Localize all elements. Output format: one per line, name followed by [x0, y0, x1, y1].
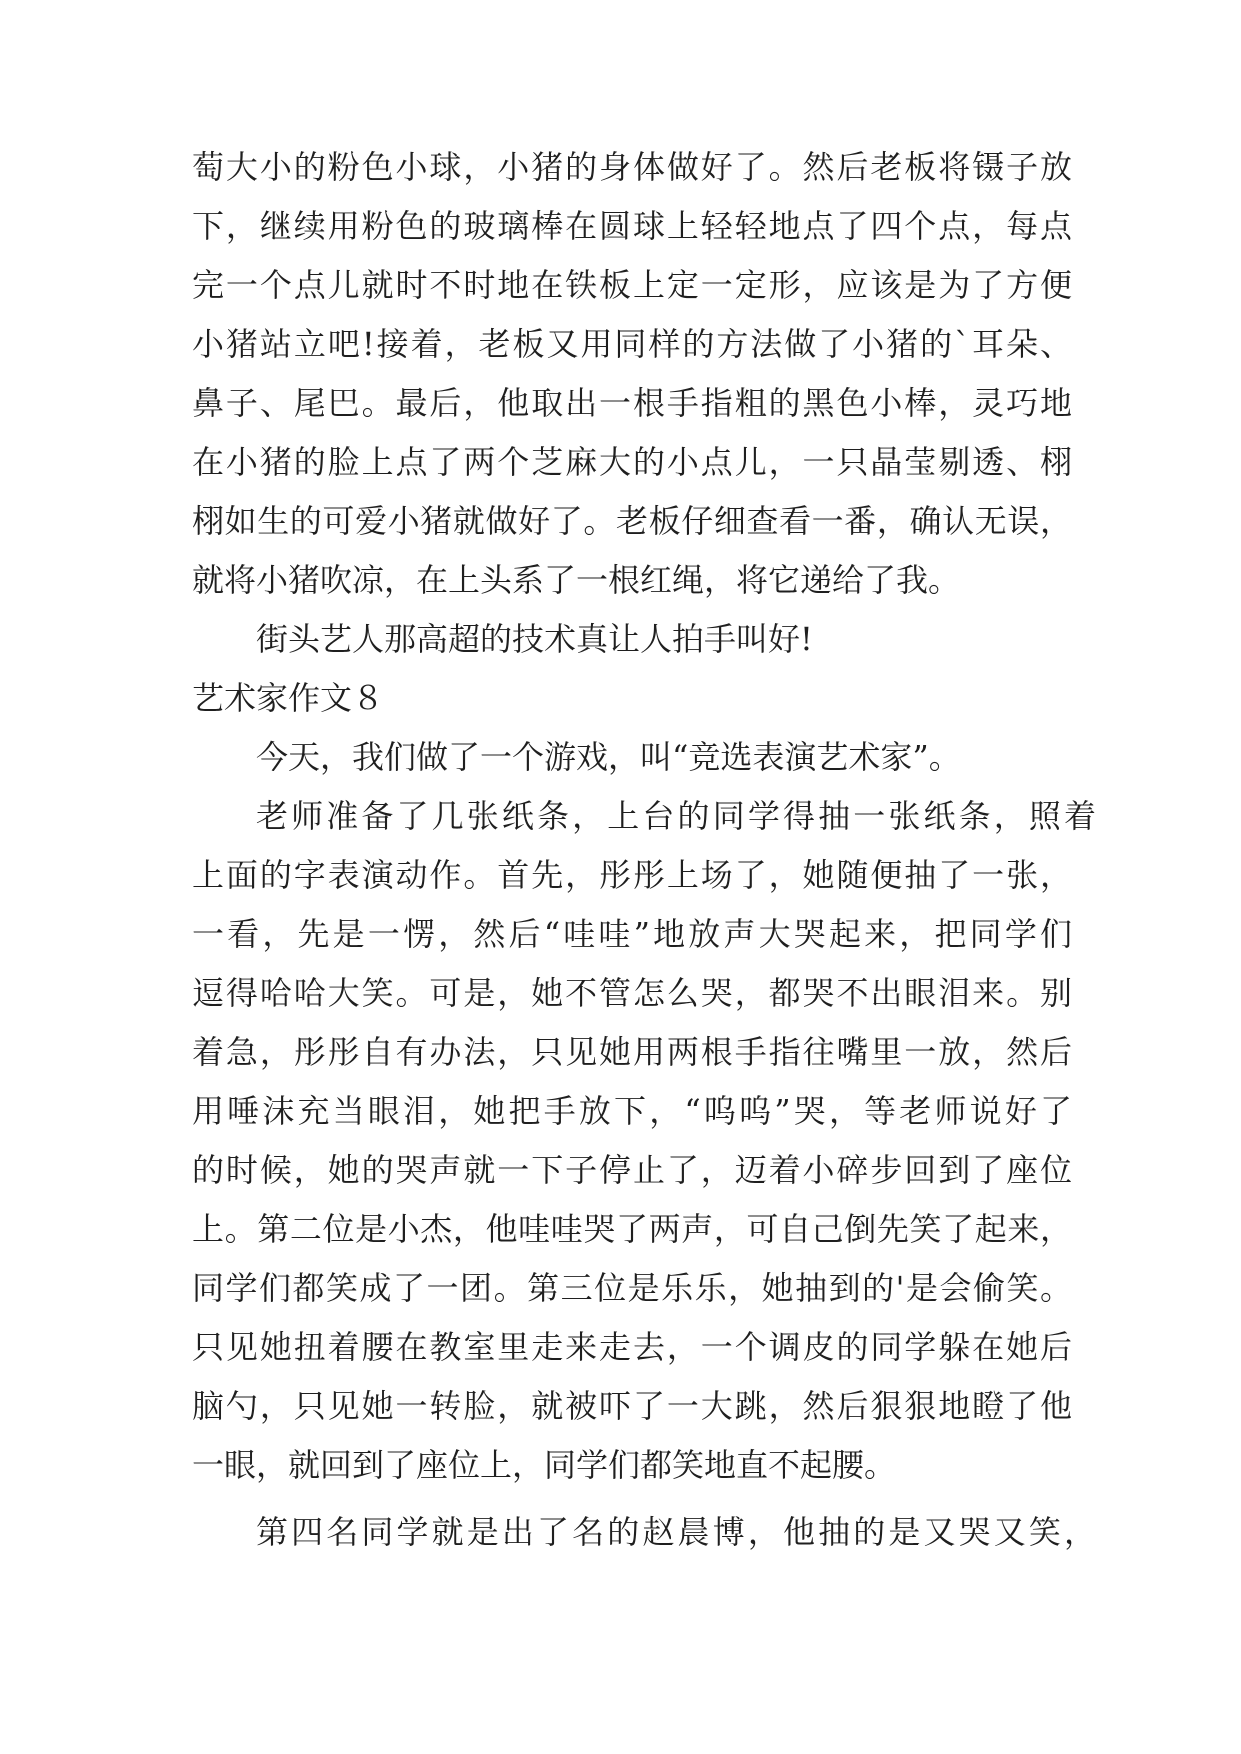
- text-line: 同学们都笑成了一团。第三位是乐乐，她抽到的'是会偷笑。: [192, 1269, 1072, 1307]
- text-line: 着急，彤彤自有办法，只见她用两根手指往嘴里一放，然后: [192, 1033, 1072, 1071]
- text-line: 一眼，就回到了座位上，同学们都笑地直不起腰。: [192, 1446, 897, 1484]
- text-line: 脑勺，只见她一转脸，就被吓了一大跳，然后狠狠地瞪了他: [192, 1387, 1072, 1425]
- text-line: 用唾沫充当眼泪，她把手放下，“呜呜”哭，等老师说好了: [192, 1092, 1072, 1130]
- text-line: 小猪站立吧!接着，老板又用同样的方法做了小猪的`耳朵、: [192, 325, 1072, 363]
- text-line: 上面的字表演动作。首先，彤彤上场了，她随便抽了一张，: [192, 856, 1072, 894]
- text-line: 街头艺人那高超的技术真让人拍手叫好!: [256, 620, 813, 658]
- text-line: 栩如生的可爱小猪就做好了。老板仔细查看一番，确认无误，: [192, 502, 1072, 540]
- text-line: 鼻子、尾巴。最后，他取出一根手指粗的黑色小棒，灵巧地: [192, 384, 1072, 422]
- text-line: 逗得哈哈大笑。可是，她不管怎么哭，都哭不出眼泪来。别: [192, 974, 1072, 1012]
- text-line: 上。第二位是小杰，他哇哇哭了两声，可自己倒先笑了起来，: [192, 1210, 1072, 1248]
- text-line: 的时候，她的哭声就一下子停止了，迈着小碎步回到了座位: [192, 1151, 1072, 1189]
- text-line: 下，继续用粉色的玻璃棒在圆球上轻轻地点了四个点，每点: [192, 207, 1072, 245]
- text-line: 一看，先是一愣，然后“哇哇”地放声大哭起来，把同学们: [192, 915, 1072, 953]
- text-line: 只见她扭着腰在教室里走来走去，一个调皮的同学躲在她后: [192, 1328, 1072, 1366]
- text-line: 老师准备了几张纸条，上台的同学得抽一张纸条，照着: [256, 797, 1096, 835]
- text-line: 今天，我们做了一个游戏，叫“竞选表演艺术家”。: [256, 738, 961, 776]
- text-line: 萄大小的粉色小球，小猪的身体做好了。然后老板将镊子放: [192, 148, 1072, 186]
- text-line: 就将小猪吹凉，在上头系了一根红绳，将它递给了我。: [192, 561, 961, 599]
- text-line: 在小猪的脸上点了两个芝麻大的小点儿，一只晶莹剔透、栩: [192, 443, 1072, 481]
- text-line: 完一个点儿就时不时地在铁板上定一定形，应该是为了方便: [192, 266, 1072, 304]
- section-heading: 艺术家作文８: [192, 679, 385, 717]
- text-line: 第四名同学就是出了名的赵晨博，他抽的是又哭又笑，: [256, 1513, 1096, 1551]
